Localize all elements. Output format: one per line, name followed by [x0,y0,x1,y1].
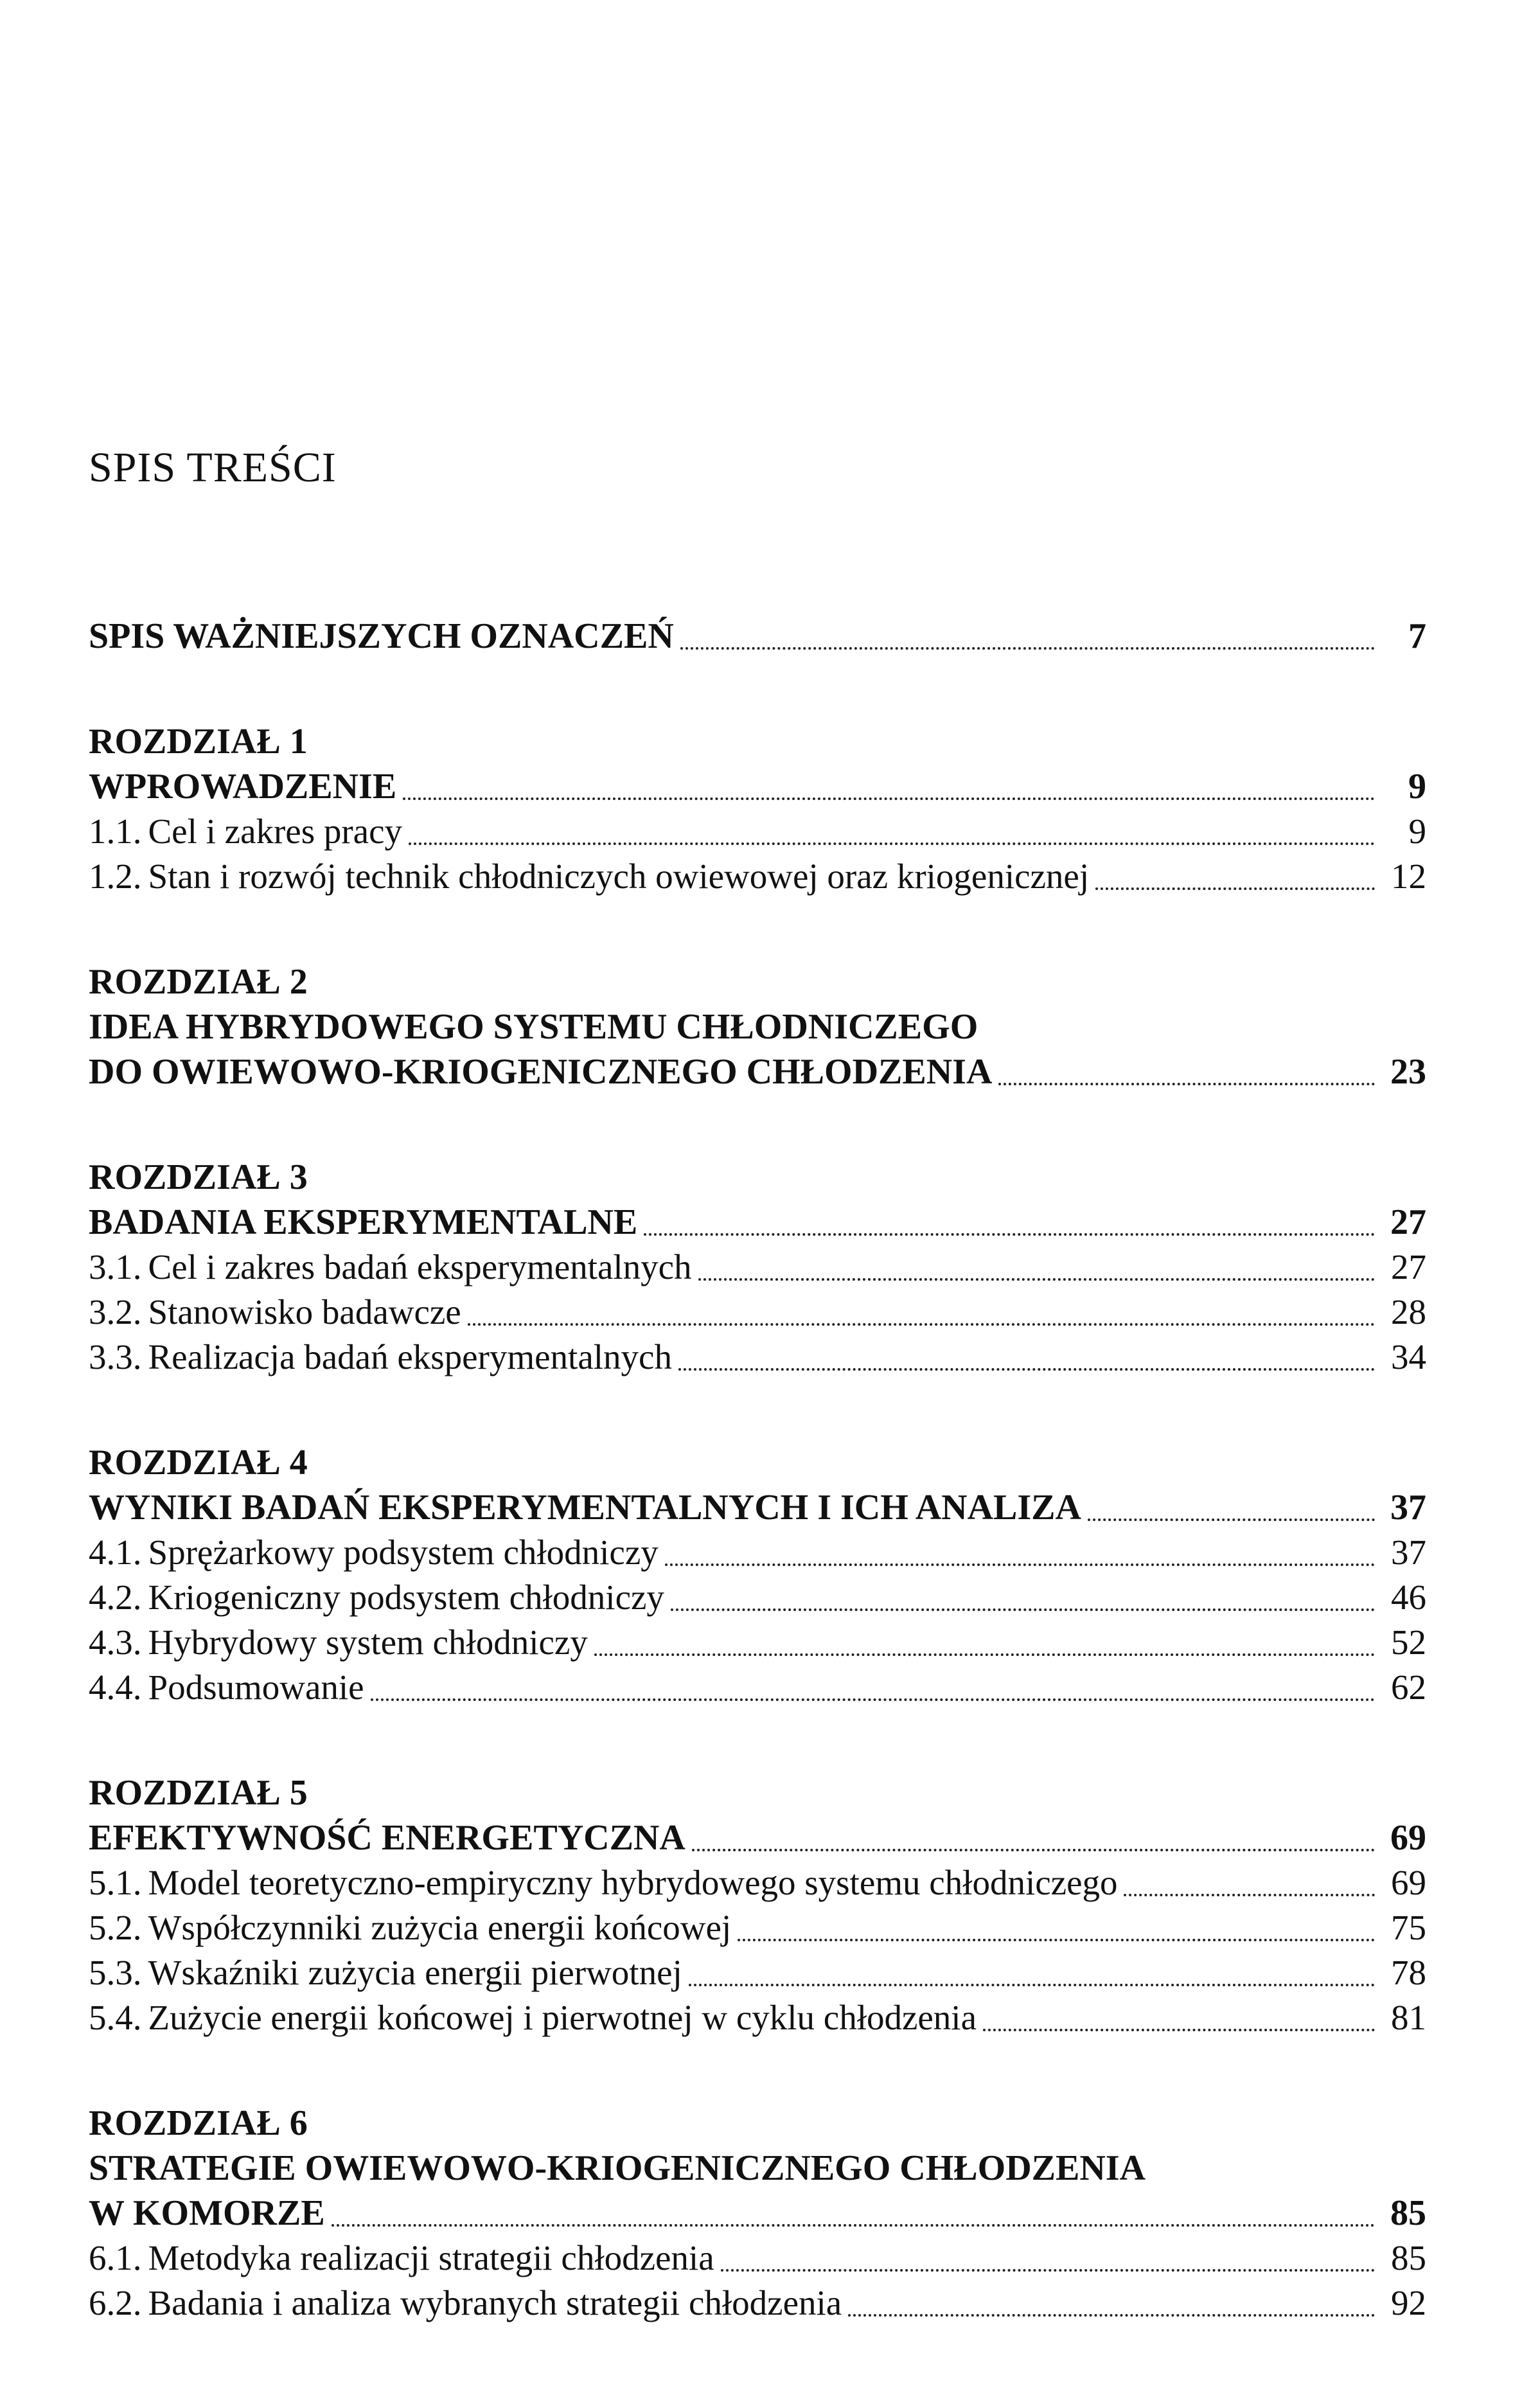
dot-leader [721,2268,1375,2272]
dot-leader [1095,887,1375,890]
dot-leader [998,1082,1375,1085]
dot-leader [680,646,1375,650]
section-title-wrap [89,1860,1117,1905]
section-entry[interactable] [89,1530,1426,1575]
toc-chapter [89,1770,1426,2040]
chapter-label: ROZDZIAŁ 2 [89,962,308,1002]
chapter-entry[interactable] [89,1049,1426,1094]
toc-chapter [89,2101,1426,2326]
dot-leader [644,1233,1375,1236]
section-number: 5.2. [89,1908,142,1947]
chapter-heading-line: IDEA HYBRYDOWEGO SYSTEMU CHŁODNICZEGO [89,1007,978,1047]
section-entry[interactable] [89,1575,1426,1620]
section-entry[interactable] [89,2236,1426,2281]
toc-entry-page: 7 [1408,616,1426,656]
section-title-wrap [89,1950,682,1995]
section-number: 1.1. [89,812,142,851]
section-entry[interactable] [89,1290,1426,1335]
section-entry[interactable] [89,1950,1426,1995]
section-number: 5.1. [89,1863,142,1902]
section-title: Zużycie energii końcowej i pierwotnej w cyklu chłodzenia [148,1998,977,2037]
section-title-wrap [89,2236,714,2281]
dot-leader [671,1608,1375,1611]
table-of-contents [89,614,1426,2386]
section-entry[interactable] [89,1620,1426,1665]
section-entry[interactable] [89,1995,1426,2040]
chapter-label: ROZDZIAŁ 4 [89,1443,308,1482]
section-page: 46 [1391,1578,1426,1617]
section-page: 34 [1391,1337,1426,1376]
dot-leader [371,1698,1375,1701]
section-number: 4.2. [89,1578,142,1617]
section-title-wrap [89,1530,659,1575]
section-title-wrap [89,809,402,854]
chapter-entry[interactable] [89,2191,1426,2236]
dot-leader [738,1938,1375,1941]
dot-leader [689,1983,1375,1986]
section-number: 6.1. [89,2238,142,2277]
section-title: Metodyka realizacji strategii chłodzenia [148,2238,714,2277]
section-title-wrap [89,1290,461,1335]
section-title-wrap [89,1905,731,1950]
dot-leader [692,1848,1375,1851]
section-page: 52 [1391,1623,1426,1662]
section-page: 28 [1391,1292,1426,1331]
chapter-page: 27 [1390,1202,1426,1242]
section-title: Sprężarkowy podsystem chłodniczy [148,1533,659,1572]
chapter-entry[interactable] [89,1200,1426,1245]
section-title: Hybrydowy system chłodniczy [148,1623,588,1662]
dot-leader [678,1367,1375,1371]
chapter-entry[interactable] [89,764,1426,809]
chapter-label: ROZDZIAŁ 5 [89,1773,308,1813]
section-title-wrap [89,1245,692,1290]
section-page: 69 [1391,1863,1426,1902]
section-title: Cel i zakres badań eksperymentalnych [148,1247,692,1286]
toc-chapters [89,719,1426,2326]
section-page: 12 [1391,857,1426,896]
section-entry[interactable] [89,1905,1426,1950]
toc-chapter [89,959,1426,1094]
section-title-wrap [89,854,1089,899]
dot-leader [1124,1893,1375,1896]
chapter-page: 37 [1390,1488,1426,1527]
section-page: 27 [1391,1247,1426,1286]
section-title: Badania i analiza wybranych strategii chłodzenia [148,2283,842,2322]
section-number: 3.2. [89,1292,142,1331]
section-page: 37 [1391,1533,1426,1572]
section-number: 5.4. [89,1998,142,2037]
section-number: 3.3. [89,1337,142,1376]
toc-chapter [89,1155,1426,1380]
dot-leader [403,797,1375,800]
section-page: 9 [1408,812,1426,851]
chapter-entry[interactable] [89,1485,1426,1530]
chapter-label: ROZDZIAŁ 1 [89,722,308,761]
dot-leader [332,2223,1375,2227]
chapter-title: WYNIKI BADAŃ EKSPERYMENTALNYCH I ICH ANALIZA [89,1488,1081,1527]
section-page: 85 [1391,2238,1426,2277]
section-title: Stan i rozwój technik chłodniczych owiewowej oraz kriogenicznej [148,857,1090,896]
section-number: 4.1. [89,1533,142,1572]
toc-entry[interactable] [89,614,1426,659]
section-page: 81 [1391,1998,1426,2037]
section-title-wrap [89,1665,364,1710]
dot-leader [468,1322,1375,1326]
page-title: SPIS TREŚCI [89,444,337,491]
chapter-page: 69 [1390,1818,1426,1858]
section-entry[interactable] [89,854,1426,899]
chapter-title: DO OWIEWOWO-KRIOGENICZNEGO CHŁODZENIA [89,1052,993,1092]
section-title: Cel i zakres pracy [148,812,403,851]
section-entry[interactable] [89,1665,1426,1710]
dot-leader [1088,1518,1375,1521]
chapter-page: 23 [1390,1052,1426,1092]
dot-leader [698,1278,1375,1281]
chapter-entry[interactable] [89,1815,1426,1860]
toc-chapter [89,719,1426,899]
section-title: Model teoretyczno-empiryczny hybrydowego systemu chłodniczego [148,1863,1118,1902]
chapter-page: 9 [1408,767,1426,806]
section-title: Kriogeniczny podsystem chłodniczy [148,1578,664,1617]
chapter-title: BADANIA EKSPERYMENTALNE [89,1202,638,1242]
section-number: 4.4. [89,1668,142,1707]
section-title: Stanowisko badawcze [148,1292,461,1331]
section-title: Realizacja badań eksperymentalnych [148,1337,672,1376]
dot-leader [409,842,1375,845]
chapter-title: W KOMORZE [89,2193,325,2233]
toc-entry-title: SPIS WAŻNIEJSZYCH OZNACZEŃ [89,616,674,656]
toc-intro [89,614,1426,659]
section-title-wrap [89,1620,588,1665]
section-entry[interactable] [89,2281,1426,2326]
section-number: 6.2. [89,2283,142,2322]
section-title: Podsumowanie [148,1668,364,1707]
section-page: 78 [1391,1953,1426,1992]
section-entry[interactable] [89,1860,1426,1905]
section-entry[interactable] [89,809,1426,854]
dot-leader [665,1563,1375,1566]
chapter-page: 85 [1390,2193,1426,2233]
dot-leader [848,2313,1375,2317]
section-title: Wskaźniki zużycia energii pierwotnej [148,1953,682,1992]
section-number: 4.3. [89,1623,142,1662]
chapter-title: EFEKTYWNOŚĆ ENERGETYCZNA [89,1818,686,1858]
section-number: 5.3. [89,1953,142,1992]
toc-chapter [89,1440,1426,1710]
section-number: 1.2. [89,857,142,896]
section-title-wrap [89,1575,664,1620]
chapter-label: ROZDZIAŁ 3 [89,1157,308,1197]
dot-leader [983,2028,1375,2031]
section-page: 75 [1391,1908,1426,1947]
section-title: Współczynniki zużycia energii końcowej [148,1908,732,1947]
section-entry[interactable] [89,1335,1426,1380]
section-title-wrap [89,1995,977,2040]
section-title-wrap [89,1335,672,1380]
section-title-wrap [89,2281,842,2326]
section-page: 62 [1391,1668,1426,1707]
dot-leader [594,1653,1375,1656]
section-number: 3.1. [89,1247,142,1286]
chapter-title: WPROWADZENIE [89,767,397,806]
section-page: 92 [1391,2283,1426,2322]
section-entry[interactable] [89,1245,1426,1290]
chapter-label: ROZDZIAŁ 6 [89,2103,308,2143]
chapter-heading-line: STRATEGIE OWIEWOWO-KRIOGENICZNEGO CHŁODZENIA [89,2148,1146,2188]
